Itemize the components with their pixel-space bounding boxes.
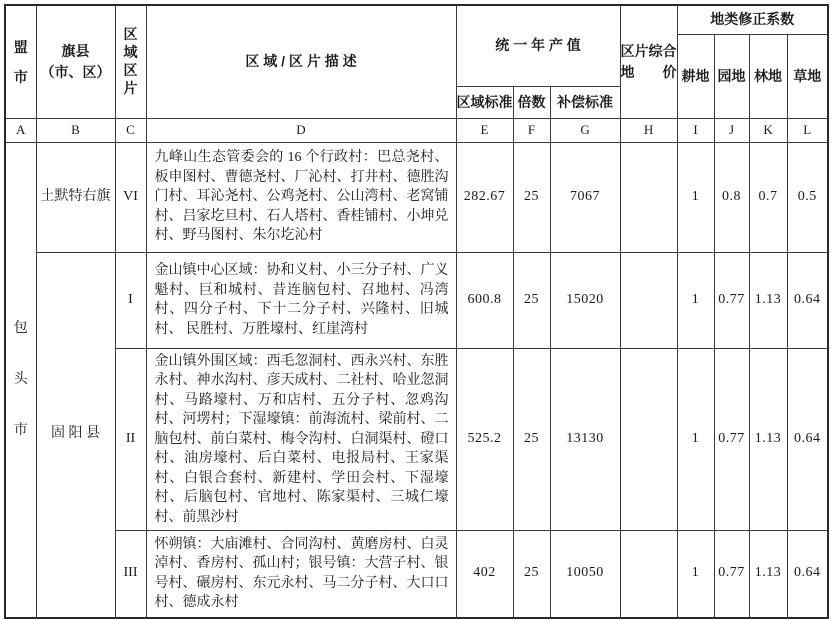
cell-compensation-standard: 15020 (550, 252, 620, 348)
compensation-standard-table (4, 4, 829, 619)
cell-description: 金山镇外围区域：西毛忽洞村、西永兴村、东胜永村、神水沟村、彦天成村、二社村、哈业忽洞村、马路壕村、万和店村、五分子村、忽鸡沟村、河塄村；下湿壕镇：前海流村、梁前村、二脑包村、前白菜村、梅令沟村、白洞渠村、磴口村、油房壕村、后白菜村、电报局村、王家渠村、白银合套村、新建村、学田会村、下湿壕村、后脑包村、官地村、陈家渠村、三城仁壕村、前黑沙村 (146, 348, 456, 531)
cell-description: 九峰山生态管委会的 16 个行政村：巴总尧村、板申图村、曹德尧村、厂沁村、打井村、德胜沟门村、耳沁尧村、公鸡尧村、公山湾村、老窝铺村、吕家圪旦村、石人塔村、香桂铺村、小坤兑村、野马图村、朱尔圪沁村 (146, 142, 456, 252)
cell-zone: VI (115, 142, 146, 252)
cell-forest-coef: 1.13 (749, 348, 787, 531)
column-letter-e: E (456, 118, 513, 142)
header-description: 区 域 / 区 片 描 述 (146, 5, 456, 118)
column-letter-f: F (513, 118, 550, 142)
cell-league-city (5, 142, 36, 618)
header-county (36, 5, 115, 118)
cell-forest-coef: 0.7 (749, 142, 787, 252)
cell-grass-coef: 0.64 (787, 348, 828, 531)
cell-multiple: 25 (513, 348, 550, 531)
header-grassland: 草地 (787, 34, 828, 118)
header-league-city-label: 盟市 (13, 38, 28, 85)
table-row (5, 252, 828, 348)
cell-garden-coef: 0.77 (714, 348, 749, 531)
header-forest-land: 林地 (749, 34, 787, 118)
cell-grass-coef: 0.64 (787, 252, 828, 348)
header-region-standard: 区域标准 (456, 86, 513, 118)
header-farmland: 耕地 (677, 34, 714, 118)
column-letter-row (5, 118, 828, 142)
column-letter-i: I (677, 118, 714, 142)
column-letter-d: D (146, 118, 456, 142)
column-letter-b: B (36, 118, 115, 142)
cell-multiple: 25 (513, 252, 550, 348)
column-letter-c: C (115, 118, 146, 142)
cell-garden-coef: 0.77 (714, 252, 749, 348)
header-garden-land: 园地 (714, 34, 749, 118)
league-city-label: 包头市 (13, 321, 28, 438)
header-landtype-correction: 地类修正系数 (677, 5, 828, 34)
cell-farmland-coef: 1 (677, 531, 714, 618)
cell-farmland-coef: 1 (677, 252, 714, 348)
column-letter-a: A (5, 118, 36, 142)
header-multiple: 倍数 (513, 86, 550, 118)
header-row-1 (5, 5, 828, 34)
cell-region-standard: 525.2 (456, 348, 513, 531)
column-letter-l: L (787, 118, 828, 142)
cell-zone: II (115, 348, 146, 531)
cell-zone: III (115, 531, 146, 618)
column-letter-h: H (620, 118, 677, 142)
header-compensation-standard: 补偿标准 (550, 86, 620, 118)
table-row (5, 142, 828, 252)
header-comprehensive-price-line1: 区片综合 (620, 42, 677, 59)
header-comprehensive-price-line2: 地 价 (620, 63, 677, 80)
header-county-line2: （市、区） (40, 63, 111, 80)
cell-forest-coef: 1.13 (749, 252, 787, 348)
header-zone-label: 区域区片 (123, 26, 138, 97)
column-letter-g: G (550, 118, 620, 142)
cell-description: 怀朔镇：大庙滩村、合同沟村、黄磨房村、白灵淖村、香房村、孤山村；银号镇：大营子村、银号村、碾房村、东元永村、马二分子村、大口口村、德成永村 (146, 531, 456, 618)
cell-compensation-standard: 7067 (550, 142, 620, 252)
cell-multiple: 25 (513, 531, 550, 618)
header-zone (115, 5, 146, 118)
cell-grass-coef: 0.64 (787, 531, 828, 618)
cell-comprehensive-price (620, 252, 677, 348)
cell-region-standard: 600.8 (456, 252, 513, 348)
header-comprehensive-price (620, 5, 677, 118)
cell-county: 土默特右旗 (36, 142, 115, 252)
cell-compensation-standard: 13130 (550, 348, 620, 531)
cell-compensation-standard: 10050 (550, 531, 620, 618)
header-unified-annual-output: 统 一 年 产 值 (456, 5, 620, 86)
cell-comprehensive-price (620, 142, 677, 252)
header-county-line1: 旗县 (61, 42, 90, 59)
table-row (5, 348, 828, 531)
cell-comprehensive-price (620, 531, 677, 618)
column-letter-k: K (749, 118, 787, 142)
cell-garden-coef: 0.77 (714, 531, 749, 618)
cell-region-standard: 282.67 (456, 142, 513, 252)
cell-comprehensive-price (620, 348, 677, 531)
cell-forest-coef: 1.13 (749, 531, 787, 618)
cell-garden-coef: 0.8 (714, 142, 749, 252)
cell-region-standard: 402 (456, 531, 513, 618)
cell-farmland-coef: 1 (677, 142, 714, 252)
header-league-city (5, 5, 36, 118)
cell-county: 固 阳 县 (36, 252, 115, 618)
column-letter-j: J (714, 118, 749, 142)
cell-multiple: 25 (513, 142, 550, 252)
cell-farmland-coef: 1 (677, 348, 714, 531)
table-row (5, 531, 828, 618)
cell-zone: I (115, 252, 146, 348)
cell-description: 金山镇中心区域：协和义村、小三分子村、广义魁村、巨和城村、昔连脑包村、召地村、冯湾村、四分子村、下十二分子村、兴隆村、旧城村、 民胜村、万胜壕村、红崖湾村 (146, 252, 456, 348)
cell-grass-coef: 0.5 (787, 142, 828, 252)
